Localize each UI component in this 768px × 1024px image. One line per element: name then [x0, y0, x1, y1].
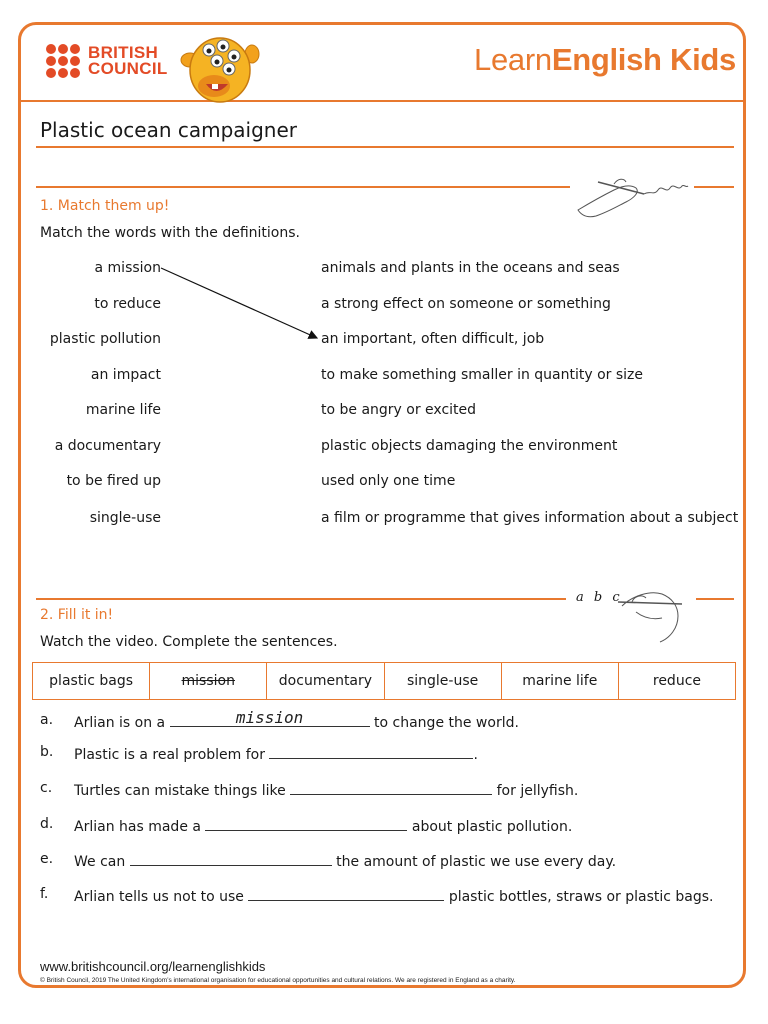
word-bank-cell: marine life [502, 663, 619, 699]
match-definition: a film or programme that gives information about a subject [321, 510, 739, 526]
sentence-e: We can the amount of plastic we use every day. [74, 851, 616, 870]
answer-blank[interactable] [130, 851, 332, 866]
learnenglish-kids-logo: LearnEnglish Kids [474, 42, 736, 77]
sentence-letter: d. [40, 816, 54, 832]
match-word: to be fired up [66, 473, 161, 489]
sentence-d: Arlian has made a about plastic pollution. [74, 816, 572, 835]
section1-rule-left [36, 186, 570, 188]
match-definition: to make something smaller in quantity or size [321, 367, 644, 383]
british-council-logo [46, 44, 168, 78]
title-rule [36, 146, 734, 148]
match-word: plastic pollution [49, 331, 161, 347]
bc-line1: BRITISH [88, 43, 159, 62]
page-frame [18, 22, 746, 988]
sentence-letter: a. [40, 712, 54, 728]
word-bank-cell: single-use [385, 663, 502, 699]
match-word: a mission [94, 260, 161, 276]
sentence-c: Turtles can mistake things like for jellyfish. [74, 780, 578, 799]
sentence-letter: c. [40, 780, 53, 796]
sentence-f: Arlian tells us not to use plastic bottles, straws or plastic bags. [74, 886, 714, 905]
match-definition: an important, often difficult, job [321, 331, 545, 347]
match-definition: plastic objects damaging the environment [321, 438, 618, 454]
abc-text: a b c [576, 590, 623, 605]
section1-rule-right [694, 186, 734, 188]
answer-blank[interactable] [248, 886, 444, 901]
section2-rule-right [696, 598, 734, 600]
match-word: an impact [90, 367, 161, 383]
answer-text: mission [235, 708, 304, 727]
section1-heading: 1. Match them up! [40, 198, 170, 214]
match-word: to reduce [94, 296, 161, 312]
sentence-letter: e. [40, 851, 54, 867]
match-word: single-use [89, 510, 161, 526]
word-bank-cell: plastic bags [33, 663, 150, 699]
answer-blank[interactable] [205, 816, 407, 831]
match-word: a documentary [54, 438, 161, 454]
page-title: Plastic ocean campaigner [40, 118, 298, 142]
answer-blank[interactable] [290, 780, 492, 795]
bc-line2: COUNCIL [88, 59, 168, 78]
footer-copyright: © British Council, 2019 The United Kingdom’s international organisation for educational opportunities and cultural relations. We are registered in England as a charity. [40, 977, 516, 984]
header-rule [21, 100, 743, 102]
word-bank-cell: documentary [267, 663, 384, 699]
word-bank [32, 662, 736, 700]
section2-rule-left [36, 598, 566, 600]
section1-instruction: Match the words with the definitions. [40, 225, 300, 241]
answer-blank[interactable] [170, 708, 370, 727]
answer-blank[interactable] [269, 744, 473, 759]
word-bank-cell: reduce [652, 673, 702, 689]
match-definition: a strong effect on someone or something [321, 296, 611, 312]
match-definition: to be angry or excited [321, 402, 477, 418]
sentence-letter: f. [40, 886, 49, 902]
section2-heading: 2. Fill it in! [40, 607, 114, 623]
sentence-b: Plastic is a real problem for . [74, 744, 478, 763]
sentence-a: Arlian is on a mission to change the world. [74, 708, 519, 731]
section2-instruction: Watch the video. Complete the sentences. [40, 634, 338, 650]
british-council-dots-icon [46, 44, 80, 78]
match-word: marine life [85, 402, 161, 418]
word-bank-cell-used: mission [150, 663, 267, 699]
match-definition: animals and plants in the oceans and seas [321, 260, 620, 276]
sentence-letter: b. [40, 744, 54, 760]
footer-url[interactable]: www.britishcouncil.org/learnenglishkids [40, 959, 266, 974]
mascot-icon [176, 34, 260, 106]
match-definition: used only one time [321, 473, 456, 489]
writing-hand-icon [612, 582, 694, 646]
writing-hand-icon [574, 170, 692, 222]
